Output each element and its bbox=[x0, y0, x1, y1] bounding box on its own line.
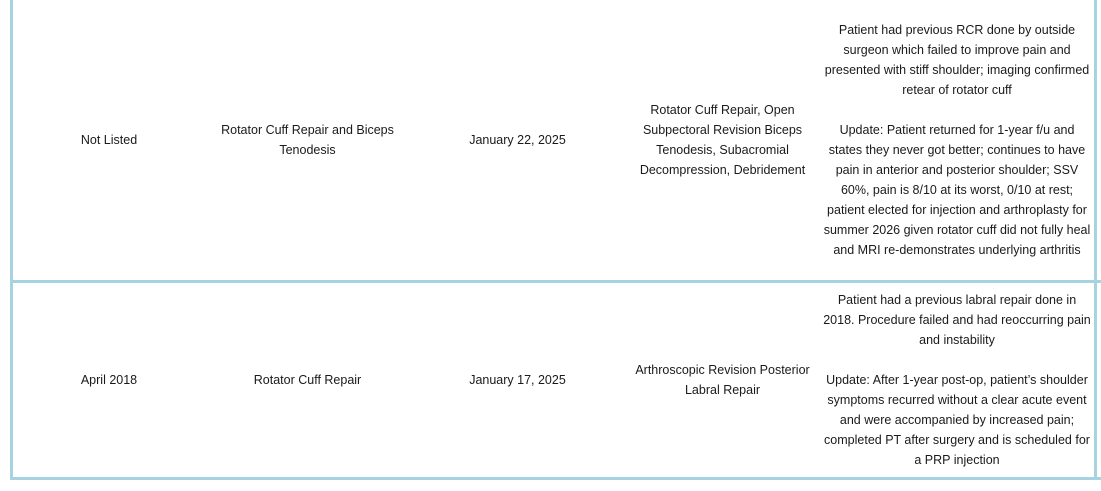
table-cell-procedure bbox=[625, 0, 820, 280]
table-cell-surgery-date bbox=[410, 283, 625, 477]
cell-text: Arthroscopic Revision Posterior Labral Repair bbox=[635, 363, 810, 397]
surgical-history-table bbox=[10, 0, 1101, 480]
cell-text: April 2018 bbox=[80, 373, 138, 387]
table-cell-prior-surgery-date bbox=[13, 283, 205, 477]
notes-paragraph: Patient had a previous labral repair done in 2018. Procedure failed and had reoccurring pain and instability bbox=[823, 293, 1091, 347]
table-cell-procedure bbox=[625, 283, 820, 477]
cell-text: Not Listed bbox=[80, 133, 138, 147]
table-cell-prior-surgery-date bbox=[13, 0, 205, 280]
notes-paragraph: Patient had previous RCR done by outside surgeon which failed to improve pain and presented with stiff shoulder; imaging confirmed retear of rotator cuff bbox=[824, 23, 1090, 97]
notes-paragraph: Update: Patient returned for 1-year f/u and states they never got better; continues to have pain in anterior and posterior shoulder; SSV 60%, pain is 8/10 at its worst, 0/10 at rest; patient elected for injection and arthroplasty for summer 2026 given rotator cuff did not fully heal and MRI re-demonstrates underlying arthritis bbox=[823, 123, 1091, 257]
cell-text: Rotator Cuff Repair, Open Subpectoral Revision Biceps Tenodesis, Subacromial Decompression, Debridement bbox=[639, 103, 806, 177]
table-row bbox=[13, 283, 1101, 480]
table-cell-surgery-date bbox=[410, 0, 625, 280]
table-cell-notes bbox=[820, 283, 1097, 477]
table-cell-prior-procedure bbox=[205, 283, 410, 477]
table-cell-cropped bbox=[1097, 283, 1101, 477]
cell-text: January 22, 2025 bbox=[469, 133, 566, 147]
table-cell-prior-procedure bbox=[205, 0, 410, 280]
table-cell-notes bbox=[820, 0, 1097, 280]
table-row bbox=[13, 0, 1101, 283]
notes-paragraph: Update: After 1-year post-op, patient’s shoulder symptoms recurred without a clear acute event and were accompanied by increased pain; completed PT after surgery and is scheduled for a PRP injection bbox=[824, 373, 1090, 467]
cell-text: January 17, 2025 bbox=[469, 373, 566, 387]
cell-text: Rotator Cuff Repair bbox=[253, 373, 362, 387]
table-cell-cropped bbox=[1097, 0, 1101, 280]
cell-text: Rotator Cuff Repair and Biceps Tenodesis bbox=[221, 123, 394, 157]
